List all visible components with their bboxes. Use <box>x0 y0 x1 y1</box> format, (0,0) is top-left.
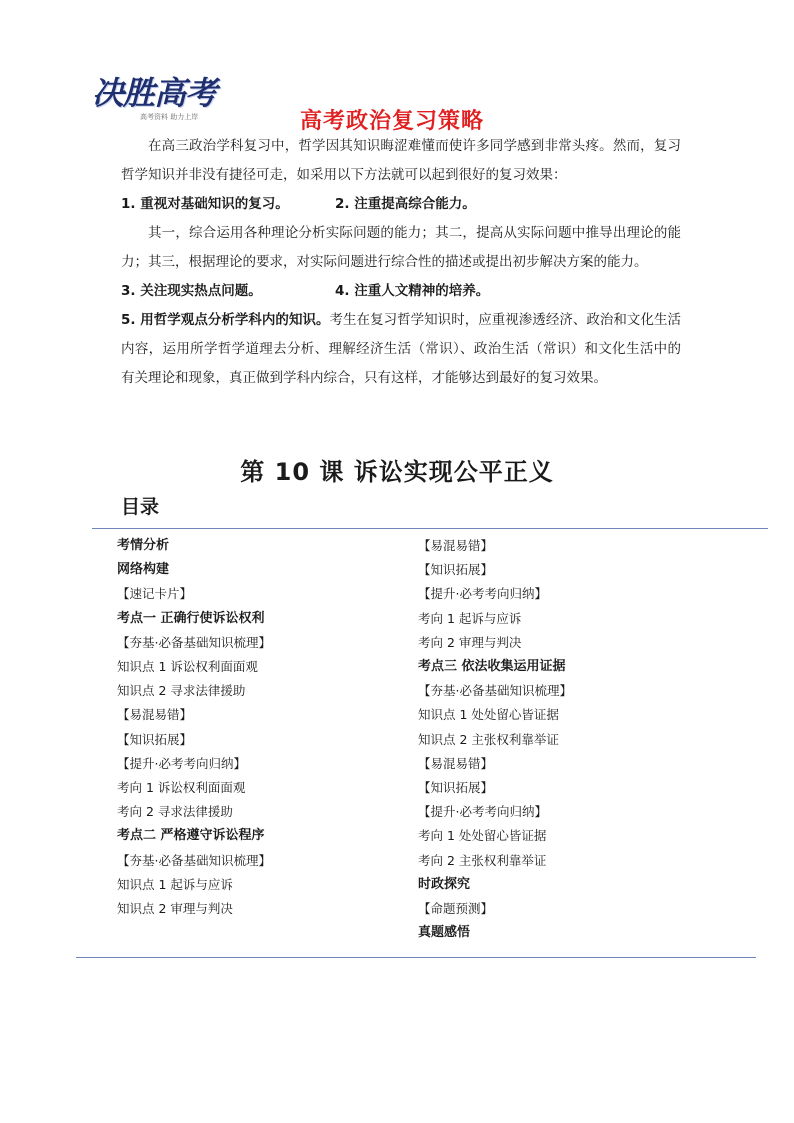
intro-paragraph-2: 其一，综合运用各种理论分析实际问题的能力；其二，提高从实际问题中推导出理论的能力；其三，根据理论的要求，对实际问题进行综合性的描述或提出初步解决方案的能力。 <box>121 225 681 270</box>
toc-item[interactable]: 【易混易错】 <box>418 538 494 553</box>
toc-item[interactable]: 知识点 2 寻求法律援助 <box>117 683 246 699</box>
point-2: 2. 注重提高综合能力。 <box>335 196 476 212</box>
logo-subtext: 高考资料 助力上岸 <box>140 113 199 121</box>
toc-item[interactable]: 【知识拓展】 <box>418 562 494 578</box>
toc-item[interactable]: 知识点 2 审理与判决 <box>117 901 233 917</box>
logo <box>88 62 228 140</box>
toc-item[interactable]: 知识点 1 诉讼权利面面观 <box>117 659 258 675</box>
toc-item[interactable]: 【易混易错】 <box>117 707 193 723</box>
toc-item[interactable]: 【提升·必考考向归纳】 <box>117 755 246 771</box>
toc-item[interactable]: 【知识拓展】 <box>117 731 193 747</box>
toc-item[interactable]: 考向 1 起诉与应诉 <box>418 610 522 626</box>
point-3: 3. 关注现实热点问题。 <box>121 283 262 299</box>
toc-item[interactable]: 考情分析 <box>117 538 170 553</box>
toc-item[interactable]: 知识点 2 主张权利靠举证 <box>418 731 559 747</box>
toc-item[interactable]: 【提升·必考考向归纳】 <box>418 804 547 820</box>
page-title: 高考政治复习策略 <box>300 109 485 134</box>
points-row-2 <box>121 277 681 306</box>
toc-item[interactable]: 考点一 正确行使诉讼权利 <box>117 610 265 626</box>
logo-text: 决胜高考 <box>92 74 217 112</box>
point-1: 1. 重视对基础知识的复习。 <box>121 196 289 212</box>
toc-divider-top <box>92 528 768 529</box>
intro-section <box>121 132 681 393</box>
toc-item[interactable]: 考向 1 处处留心皆证据 <box>418 828 547 844</box>
toc-item[interactable]: 【夯基·必备基础知识梳理】 <box>117 634 271 650</box>
toc-item[interactable]: 【知识拓展】 <box>418 780 494 796</box>
toc-item[interactable]: 知识点 1 起诉与应诉 <box>117 876 233 892</box>
toc-item[interactable]: 考向 2 寻求法律援助 <box>117 804 233 820</box>
toc-divider-bottom <box>76 957 756 958</box>
toc-item[interactable]: 考点三 依法收集运用证据 <box>418 659 566 675</box>
point-4: 4. 注重人文精神的培养。 <box>335 283 490 299</box>
toc-item[interactable]: 真题感悟 <box>418 925 471 941</box>
toc-item[interactable]: 【易混易错】 <box>418 755 494 771</box>
toc-item[interactable]: 考点二 严格遵守诉讼程序 <box>117 828 265 844</box>
point-5-heading: 5. 用哲学观点分析学科内的知识。 <box>121 312 330 328</box>
toc-item[interactable]: 考向 1 诉讼权利面面观 <box>117 780 246 796</box>
toc-item[interactable]: 考向 2 审理与判决 <box>418 634 522 650</box>
toc-item[interactable]: 考向 2 主张权利靠举证 <box>418 852 547 868</box>
toc-item[interactable]: 网络构建 <box>117 562 170 578</box>
lesson-title: 第 10 课 诉讼实现公平正义 <box>240 458 554 486</box>
point-5-text: 考生在复习哲学知识时，应重视渗透经济、政治和文化生活内容，运用所学哲学道理去分析、理解经济生活（常识）、政治生活（常识）和文化生活中的有关理论和现象，真正做到学科内综合，只有这样，才能够达到最好的复习效果。 <box>121 312 681 386</box>
toc-item[interactable]: 知识点 1 处处留心皆证据 <box>418 707 559 723</box>
point-5 <box>121 306 681 393</box>
intro-paragraph-1: 在高三政治学科复习中，哲学因其知识晦涩难懂而使许多同学感到非常头疼。然而，复习哲学知识并非没有捷径可走，如采用以下方法就可以起到很好的复习效果： <box>121 138 681 183</box>
points-row-1 <box>121 190 681 219</box>
toc-item[interactable]: 【夯基·必备基础知识梳理】 <box>418 683 572 699</box>
toc-item[interactable]: 【命题预测】 <box>418 901 494 917</box>
toc-left-column <box>117 534 271 921</box>
toc-item[interactable]: 【夯基·必备基础知识梳理】 <box>117 852 271 868</box>
toc-item[interactable]: 时政探究 <box>418 876 471 892</box>
toc-right-column <box>418 534 572 945</box>
toc-title: 目录 <box>121 496 160 518</box>
toc-item[interactable]: 【提升·必考考向归纳】 <box>418 586 547 602</box>
toc-item[interactable]: 【速记卡片】 <box>117 586 193 602</box>
